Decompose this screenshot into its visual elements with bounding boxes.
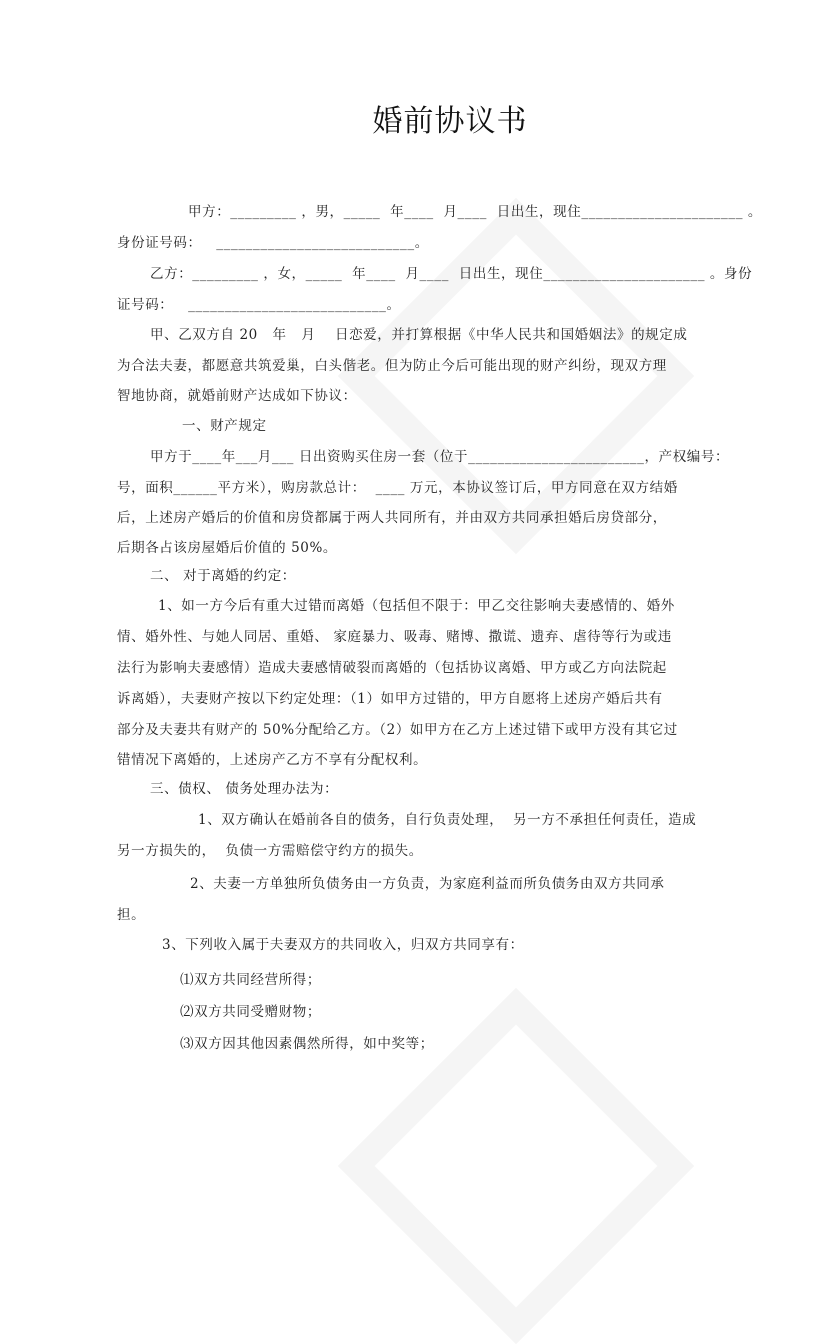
document-line: 2、夫妻一方单独所负债务由一方负责，为家庭利益而所负债务由双方共同承: [190, 876, 665, 892]
document-line: 为合法夫妻，都愿意共筑爱巢，白头偕老。但为防止今后可能出现的财产纠纷，现双方理: [117, 358, 667, 374]
document-line: 3、下列收入属于夫妻双方的共同收入，归双方共同享有：: [162, 937, 524, 953]
document-line: 号，面积______平方米），购房款总计： ____ 万元，本协议签订后，甲方同意在双方结婚: [117, 480, 678, 496]
document-line: 情、婚外性、与她人同居、重婚、 家庭暴力、吸毒、赌博、撒谎、遗弃、虐待等行为或违: [117, 629, 672, 645]
document-line: 二、 对于离婚的约定：: [150, 568, 296, 584]
document-line: 另一方损失的， 负债一方需赔偿守约方的损失。: [117, 843, 423, 859]
document-line: 甲方：_________ ，男，_____ 年____ 月____ 日出生，现住______________________ 。: [188, 204, 763, 220]
document-line: 甲、乙双方自 20 年 月 日恋爱，并打算根据《中华人民共和国婚姻法》的规定成: [150, 327, 688, 343]
document-line: 一、财产规定: [182, 418, 267, 434]
document-title: 婚前协议书: [372, 104, 528, 139]
document-line: 法行为影响夫妻感情）造成夫妻感情破裂而离婚的（包括协议离婚、甲方或乙方向法院起: [117, 660, 667, 676]
document-line: 身份证号码： ___________________________。: [117, 235, 429, 251]
document-line: 智地协商，就婚前财产达成如下协议：: [117, 388, 357, 404]
document-line: ⑶双方因其他因素偶然所得，如中奖等；: [180, 1036, 434, 1052]
document-line: 证号码： ___________________________。: [117, 297, 401, 313]
document-line: 诉离婚），夫妻财产按以下约定处理：（1）如甲方过错的，甲方自愿将上述房产婚后共有: [117, 691, 663, 707]
document-line: 三、债权、 债务处理办法为：: [150, 781, 339, 797]
document-line: ⑵双方共同受赠财物；: [180, 1004, 321, 1020]
document-line: 担。: [117, 907, 146, 923]
document-line: 乙方：_________ ，女，_____ 年____ 月____ 日出生，现住______________________ 。身份: [150, 266, 753, 282]
document-line: 1、双方确认在婚前各自的债务，自行负责处理， 另一方不承担任何责任，造成: [198, 812, 697, 828]
document-line: 错情况下离婚的，上述房产乙方不享有分配权利。: [117, 752, 428, 768]
document-line: 1、如一方今后有重大过错而离婚（包括但不限于：甲乙交往影响夫妻感情的、婚外: [158, 598, 675, 614]
document-line: 部分及夫妻共有财产的 50%分配给乙方。（2）如甲方在乙方上述过错下或甲方没有其它过: [117, 722, 678, 738]
document-line: 甲方于____年___月___ 日出资购买住房一套（位于________________________，产权编号：: [150, 449, 730, 465]
document-line: ⑴双方共同经营所得；: [180, 972, 321, 988]
document-line: 后期各占该房屋婚后价值的 50%。: [117, 540, 337, 556]
document-line: 后，上述房产婚后的价值和房贷都属于两人共同所有，并由双方共同承担婚后房贷部分，: [117, 510, 667, 526]
